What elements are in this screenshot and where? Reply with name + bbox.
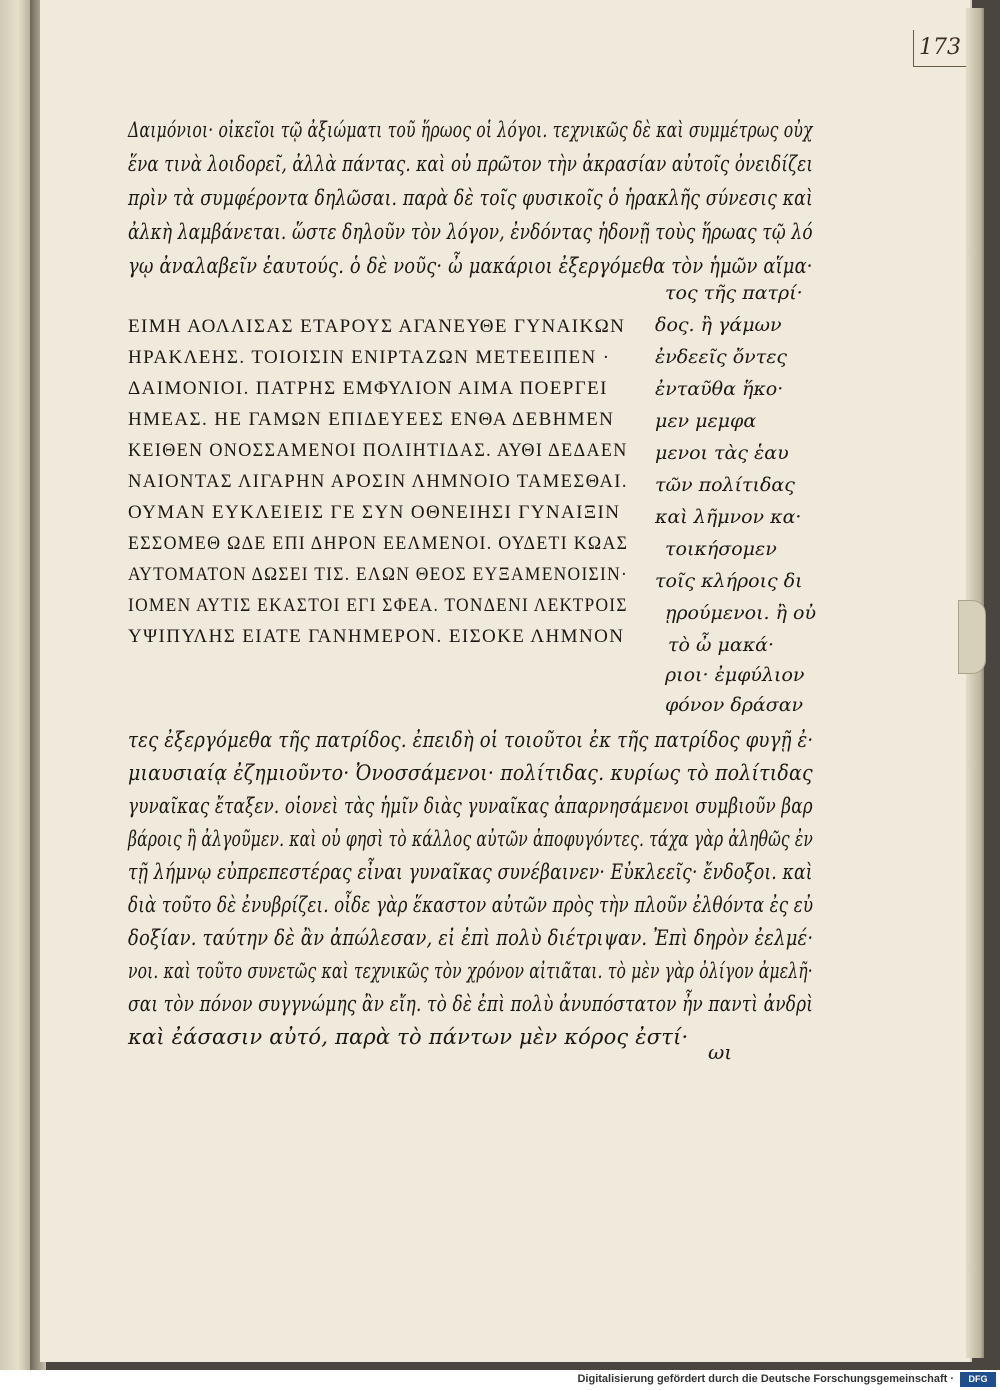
commentary-line: γυναῖκας ἔταξεν. οἱονεὶ τὰς ἡμῖν διὰς γυναῖκας ἀπαρνησάμενοι συμβιοῦν βαρ: [128, 794, 813, 818]
footer-credit: Digitalisierung gefördert durch die Deutsche Forschungsgemeinschaft ·: [577, 1373, 954, 1385]
page-edge-stack: [966, 8, 984, 1358]
commentary-line: βάροις ἢ ἀλγοῦμεν. καὶ οὐ φησὶ τὸ κάλλος αὐτῶν ἀποφυγόντες. τάχα γὰρ ἀληθῶς ἐν: [128, 827, 814, 851]
commentary-line: γῳ ἀναλαβεῖν ἑαυτούς. ὁ δὲ νοῦς· ὦ μακάριοι ἐξεργόμεθα τὸν ἡμῶν αἵμα·: [128, 254, 813, 278]
gloss-line: μεν μεμφα: [655, 410, 757, 432]
gloss-line: τος τῆς πατρί·: [665, 282, 803, 304]
gloss-line: ῃρούμενοι. ἢ οὐ: [665, 602, 817, 624]
verse-line: ΕΣΣΟΜΕΘ ΩΔΕ ΕΠΙ ΔΗΡΟΝ ΕΕΛΜΕΝΟΙ. ΟΥΔΕΤΙ ΚΩΑΣ: [128, 533, 629, 554]
verse-line: ΗΡΑΚΛΕΗΣ. ΤΟΙΟΙΣΙΝ ΕΝΙΡΤΑΖΩΝ ΜΕΤΕΕΙΠΕΝ ·: [128, 347, 611, 368]
commentary-line: Δαιμόνιοι· οἰκεῖοι τῷ ἀξιώματι τοῦ ἥρωος οἱ λόγοι. τεχνικῶς δὲ καὶ συμμέτρως οὐχ: [128, 118, 813, 142]
gloss-line: τοικήσομεν: [665, 538, 777, 560]
commentary-line: μιαυσιαίᾳ ἐζημιοῦντο· Ὀνοσσάμενοι· πολίτιδας. κυρίως τὸ πολίτιδας: [128, 761, 813, 785]
commentary-line: τες ἐξεργόμεθα τῆς πατρίδος. ἐπειδὴ οἱ τοιοῦτοι ἐκ τῆς πατρίδος φυγῇ ἐ·: [128, 728, 814, 752]
verse-line: ΟΥΜΑΝ ΕΥΚΛΕΙΕΙΣ ΓΕ ΣΥΝ ΟΘΝΕΙΗΣΙ ΓΥΝΑΙΞΙΝ: [128, 502, 621, 523]
commentary-line: σαι τὸν πόνον συγγνώμης ἂν εἴη. τὸ δὲ ἐπὶ πολὺ ἀνυπόστατον ἦν παντὶ ἀνδρὶ: [128, 992, 814, 1016]
footer-bar: [0, 1370, 1000, 1390]
verse-line: ΔΑΙΜΟΝΙΟΙ. ΠΑΤΡΗΣ ΕΜΦΥΛΙΟΝ ΑΙΜΑ ΠΟΕΡΓΕΙ: [128, 378, 608, 399]
gloss-line: ἐνταῦθα ἥκο·: [655, 378, 784, 400]
commentary-line: τῇ λήμνῳ εὐπρεπεστέρας εἶναι γυναῖκας συνέβαινεν· Εὐκλεεῖς· ἔνδοξοι. καὶ: [128, 860, 813, 884]
commentary-line: νοι. καὶ τοῦτο συνετῶς καὶ τεχνικῶς τὸν χρόνον αἰτιᾶται. τὸ μὲν γὰρ ὀλίγον ἀμελῆ·: [128, 959, 813, 983]
gloss-line: τῶν πολίτιδας: [655, 474, 795, 496]
gloss-line: δος. ἢ γάμων: [655, 314, 782, 336]
verse-line: ΝΑΙΟΝΤΑΣ ΛΙΓΑΡΗΝ ΑΡΟΣΙΝ ΛΗΜΝΟΙΟ ΤΑΜΕΣΘΑΙ.: [128, 471, 628, 492]
commentary-line: ἕνα τινὰ λοιδορεῖ, ἀλλὰ πάντας. καὶ οὐ πρῶτον τὴν ἀκρασίαν αὐτοῖς ὀνειδίζει: [128, 152, 814, 176]
gloss-line: καὶ λῆμνον κα·: [655, 506, 802, 528]
commentary-line: διὰ τοῦτο δὲ ἐνυβρίζει. οἶδε γὰρ ἕκαστον αὐτῶν πρὸς τὴν πλοῦν ἐλθόντα ἐς εὐ: [128, 893, 814, 917]
commentary-line: δοξίαν. ταύτην δὲ ἂν ἀπώλεσαν, εἰ ἐπὶ πολὺ διέτριψαν. Ἐπὶ δηρὸν ἐελμέ·: [128, 926, 814, 950]
folio-number: 173: [913, 30, 966, 67]
verse-line: ΚΕΙΘΕΝ ΟΝΟΣΣΑΜΕΝΟΙ ΠΟΛΙΗΤΙΔΑΣ. ΑΥΘΙ ΔΕΔΑΕΝ: [128, 440, 628, 461]
gloss-line: μενοι τὰς ἑαυ: [655, 442, 789, 464]
commentary-line: καὶ ἐάσασιν αὐτό, παρὰ τὸ πάντων μὲν κόρος ἐστί·: [128, 1025, 689, 1049]
verse-line: ΗΜΕΑΣ. ΗΕ ΓΑΜΩΝ ΕΠΙΔΕΥΕΕΣ ΕΝΘΑ ΔΕΒΗΜΕΝ: [128, 409, 615, 430]
dfg-logo: DFG: [960, 1372, 996, 1387]
verse-line: ΑΥΤΟΜΑΤΟΝ ΔΩΣΕΙ ΤΙΣ. ΕΛΩΝ ΘΕΟΣ ΕΥΞΑΜΕΝΟΙΣΙΝ·: [128, 564, 629, 585]
gloss-line: τὸ ὦ μακά·: [668, 634, 775, 656]
commentary-line: ἀλκὴ λαμβάνεται. ὥστε δηλοῦν τὸν λόγον, ἐνδόντας ἡδονῇ τοὺς ἥρωας τῷ λό: [128, 220, 813, 244]
commentary-line: πρὶν τὰ συμφέροντα δηλῶσαι. παρὰ δὲ τοῖς φυσικοῖς ὁ ἡρακλῆς σύνεσις καὶ: [128, 186, 813, 210]
gloss-line: ἐνδεεῖς ὄντες: [655, 346, 788, 368]
verse-line: ΕΙΜΗ ΑΟΛΛΙΣΑΣ ΕΤΑΡΟΥΣ ΑΓΑΝΕΥΘΕ ΓΥΝΑΙΚΩΝ: [128, 316, 626, 337]
signature-mark: ωι: [708, 1040, 733, 1064]
verse-line: ΥΨΙΠΥΛΗΣ ΕΙΑΤΕ ΓΑΝΗΜΕΡΟΝ. ΕΙΣΟΚΕ ΛΗΜΝΟΝ: [128, 626, 625, 647]
verse-line: ΙΟΜΕΝ ΑΥΤΙΣ ΕΚΑΣΤΟΙ ΕΓΙ ΣΦΕΑ. ΤΟΝΔΕΝΙ ΛΕΚΤΡΟΙΣ: [128, 595, 628, 616]
clasp-tab: [958, 600, 986, 674]
gloss-line: φόνον δράσαν: [665, 694, 804, 716]
gloss-line: ριοι· ἐμφύλιον: [665, 664, 805, 686]
facing-page-edge: [0, 0, 30, 1370]
gloss-line: τοῖς κλήροις δι: [655, 570, 803, 592]
